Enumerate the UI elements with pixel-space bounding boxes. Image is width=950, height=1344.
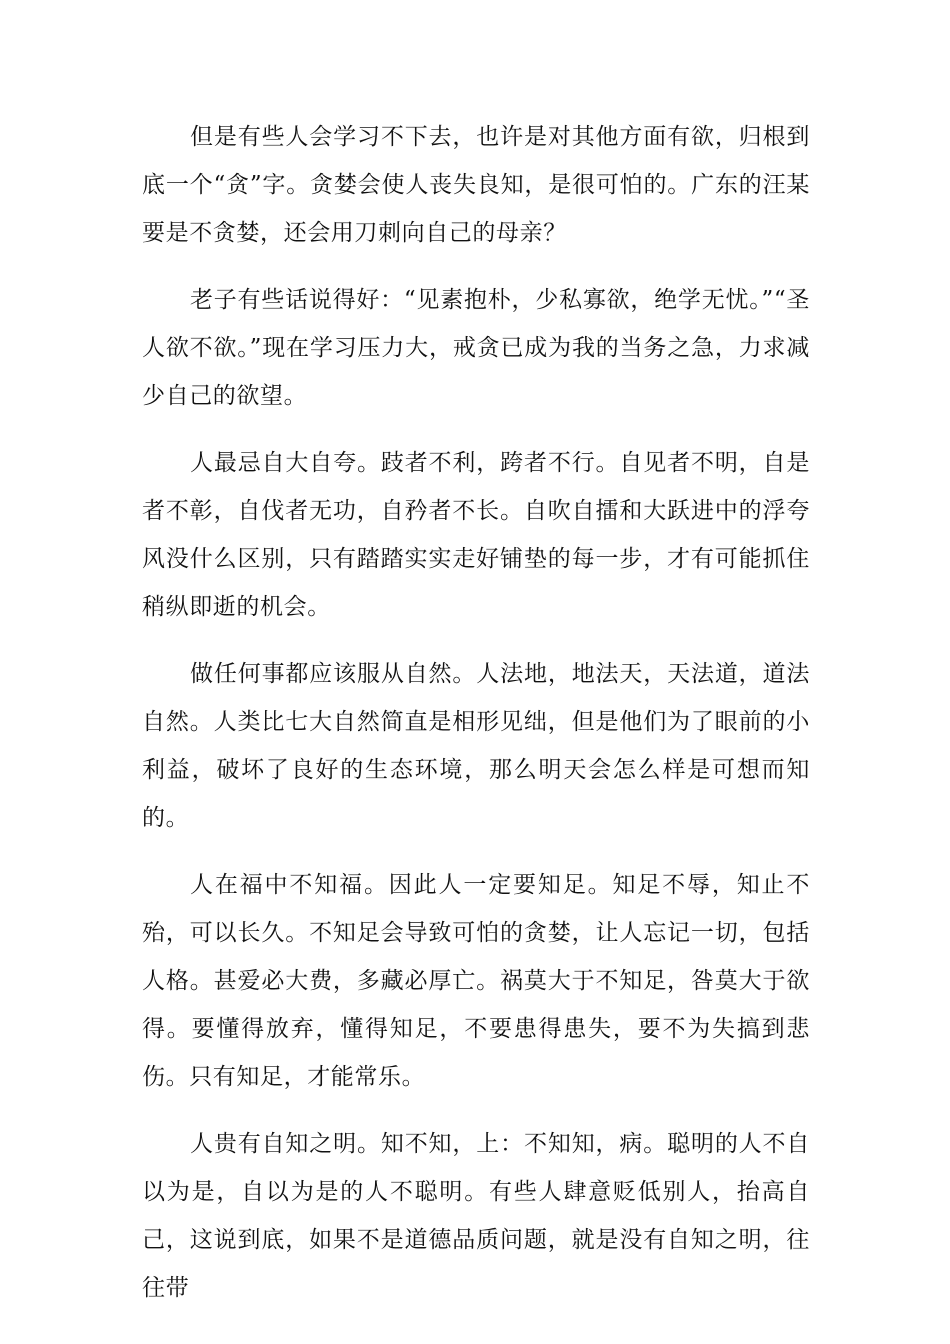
paragraph-4: 做任何事都应该服从自然。人法地，地法天，天法道，道法自然。人类比七大自然简直是相形见绌，但是他们为了眼前的小利益，破坏了良好的生态环境，那么明天会怎么样是可想而知的。 — [142, 661, 810, 831]
paragraph-1: 但是有些人会学习不下去，也许是对其他方面有欲，归根到底一个“贪”字。贪婪会使人丧失良知，是很可怕的。广东的汪某要是不贪婪，还会用刀刺向自己的母亲？ — [142, 124, 810, 246]
paragraph-5: 人在福中不知福。因此人一定要知足。知足不辱，知止不殆，可以长久。不知足会导致可怕的贪婪，让人忘记一切，包括人格。甚爱必大费，多藏必厚亡。祸莫大于不知足，咎莫大于欲得。要懂得放弃，懂得知足，不要患得患失，要不为失搞到悲伤。只有知足，才能常乐。 — [142, 872, 810, 1090]
document-body — [142, 113, 810, 1331]
paragraph-6: 人贵有自知之明。知不知，上：不知知，病。聪明的人不自以为是，自以为是的人不聪明。有些人肆意贬低别人，抬高自己，这说到底，如果不是道德品质问题，就是没有自知之明，往往带 — [142, 1131, 810, 1301]
paragraph-3: 人最忌自大自夸。跂者不利，跨者不行。自见者不明，自是者不彰，自伐者无功，自矜者不长。自吹自擂和大跃进中的浮夸风没什么区别，只有踏踏实实走好铺垫的每一步，才有可能抓住稍纵即逝的机会。 — [142, 450, 810, 620]
paragraph-2: 老子有些话说得好：“见素抱朴，少私寡欲，绝学无忧。”“圣人欲不欲。”现在学习压力大，戒贪已成为我的当务之急，力求减少自己的欲望。 — [142, 287, 810, 409]
